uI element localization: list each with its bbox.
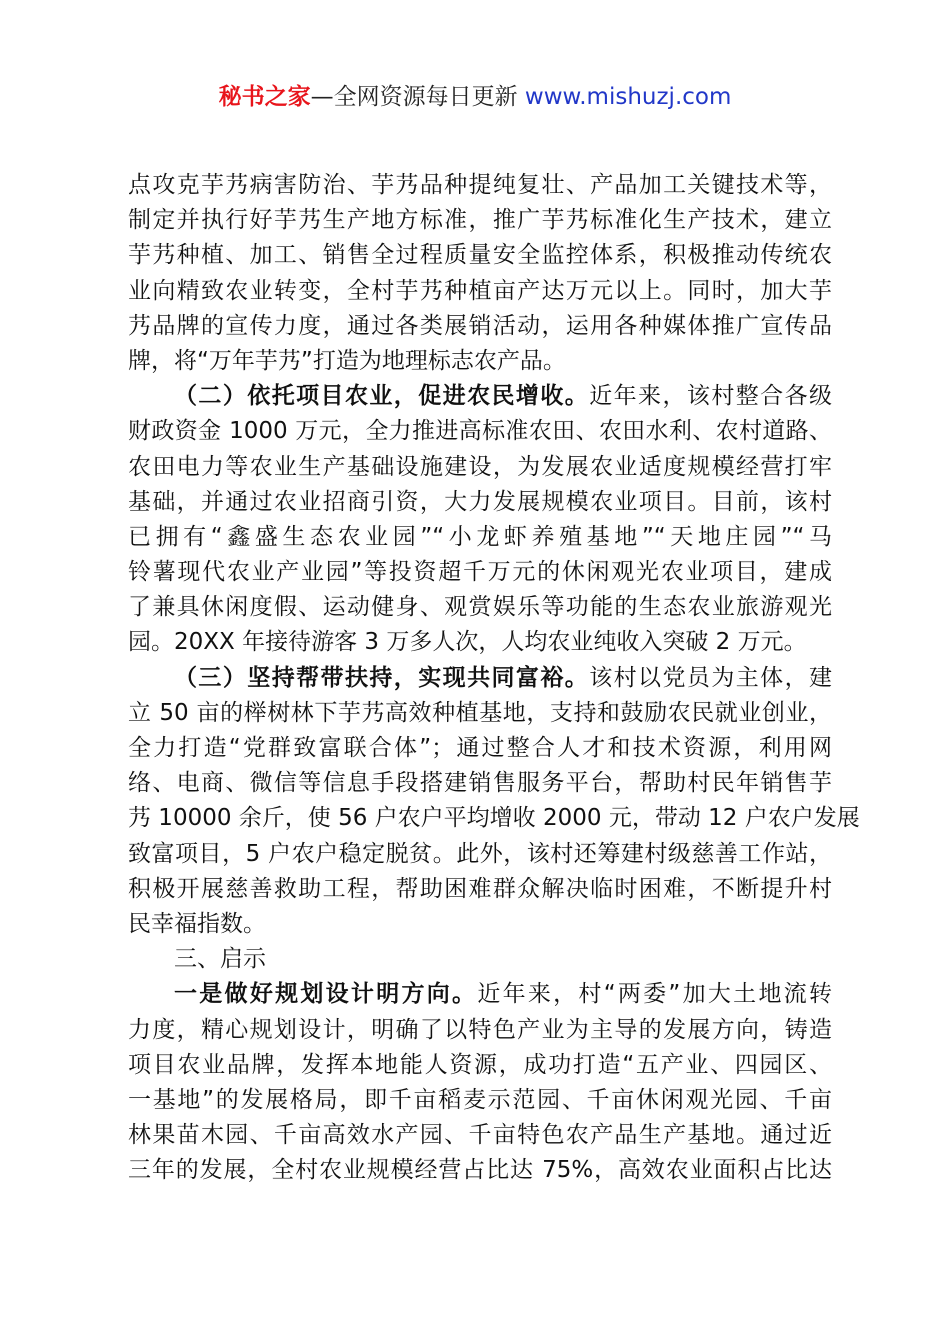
site-tagline: —全网资源每日更新 bbox=[310, 84, 525, 110]
text-line: 财政资金 1000 万元，全力推进高标准农田、农田水利、农村道路、 bbox=[128, 418, 832, 445]
paragraph-first-line bbox=[128, 977, 832, 1012]
text-span: 近年来，村“两委”加大土地流转 bbox=[477, 981, 832, 1008]
text-line: 已拥有“鑫盛生态农业园”“小龙虾养殖基地”“天地庄园”“马 bbox=[128, 523, 832, 550]
page-header bbox=[0, 80, 950, 114]
text-line: 立 50 亩的榉树林下芋艿高效种植基地，支持和鼓励农民就业创业， bbox=[128, 699, 832, 726]
text-line: 致富项目，5 户农户稳定脱贫。此外，该村还筹建村级慈善工作站， bbox=[128, 840, 832, 867]
text-line: 络、电商、微信等信息手段搭建销售服务平台，帮助村民年销售芋 bbox=[128, 770, 832, 797]
text-line: 园。20XX 年接待游客 3 万多人次，人均农业纯收入突破 2 万元。 bbox=[128, 629, 807, 656]
text-line: 民幸福指数。 bbox=[128, 910, 266, 937]
text-line: 力度，精心规划设计，明确了以特色产业为主导的发展方向，铸造 bbox=[128, 1016, 832, 1043]
text-line: 三年的发展，全村农业规模经营占比达 75%，高效农业面积占比达 bbox=[128, 1157, 832, 1184]
section-title: 三、启示 bbox=[174, 946, 266, 973]
text-span: 近年来，该村整合各级 bbox=[589, 383, 833, 410]
text-line: 了兼具休闲度假、运动健身、观赏娱乐等功能的生态农业旅游观光 bbox=[128, 594, 832, 621]
text-line: 积极开展慈善救助工程，帮助困难群众解决临时困难，不断提升村 bbox=[128, 875, 832, 902]
paragraph-first-line bbox=[128, 661, 832, 696]
text-line: 铃薯现代农业产业园”等投资超千万元的休闲观光农业项目，建成 bbox=[128, 559, 832, 586]
document-body bbox=[128, 168, 860, 1188]
text-line: 牌，将“万年芋艿”打造为地理标志农产品。 bbox=[128, 347, 566, 374]
paragraph-heading: （三）坚持帮带扶持，实现共同富裕。 bbox=[174, 664, 590, 691]
text-line: 项目农业品牌，发挥本地能人资源，成功打造“五产业、四园区、 bbox=[128, 1051, 832, 1078]
text-line: 基础，并通过农业招商引资，大力发展规模农业项目。目前，该村 bbox=[128, 488, 832, 515]
text-span: 该村以党员为主体，建 bbox=[589, 664, 833, 691]
site-brand: 秘书之家 bbox=[218, 84, 311, 110]
text-line: 一基地”的发展格局，即千亩稻麦示范园、千亩休闲观光园、千亩 bbox=[128, 1086, 832, 1113]
text-line: 农田电力等农业生产基础设施建设，为发展农业适度规模经营打牢 bbox=[128, 453, 832, 480]
text-line: 全力打造“党群致富联合体”；通过整合人才和技术资源，利用网 bbox=[128, 735, 832, 761]
text-line: 制定并执行好芋艿生产地方标准，推广芋艿标准化生产技术，建立 bbox=[128, 207, 832, 234]
paragraph-heading: （二）依托项目农业，促进农民增收。 bbox=[174, 383, 590, 410]
paragraph-heading: 一是做好规划设计明方向。 bbox=[174, 981, 478, 1008]
text-line: 业向精致农业转变，全村芋艿种植亩产达万元以上。同时，加大芋 bbox=[128, 277, 832, 304]
site-url-link[interactable]: www.mishuzj.com bbox=[524, 84, 732, 110]
paragraph-first-line bbox=[128, 379, 832, 414]
text-line: 艿 10000 余斤，使 56 户农户平均增收 2000 元，带动 12 户农户发展 bbox=[128, 805, 860, 832]
text-line: 林果苗木园、千亩高效水产园、千亩特色农产品生产基地。通过近 bbox=[128, 1122, 832, 1149]
text-line: 点攻克芋艿病害防治、芋艿品种提纯复壮、产品加工关键技术等， bbox=[128, 172, 832, 198]
text-line: 芋艿种植、加工、销售全过程质量安全监控体系，积极推动传统农 bbox=[128, 242, 832, 269]
text-line: 艿品牌的宣传力度，通过各类展销活动，运用各种媒体推广宣传品 bbox=[128, 312, 832, 339]
